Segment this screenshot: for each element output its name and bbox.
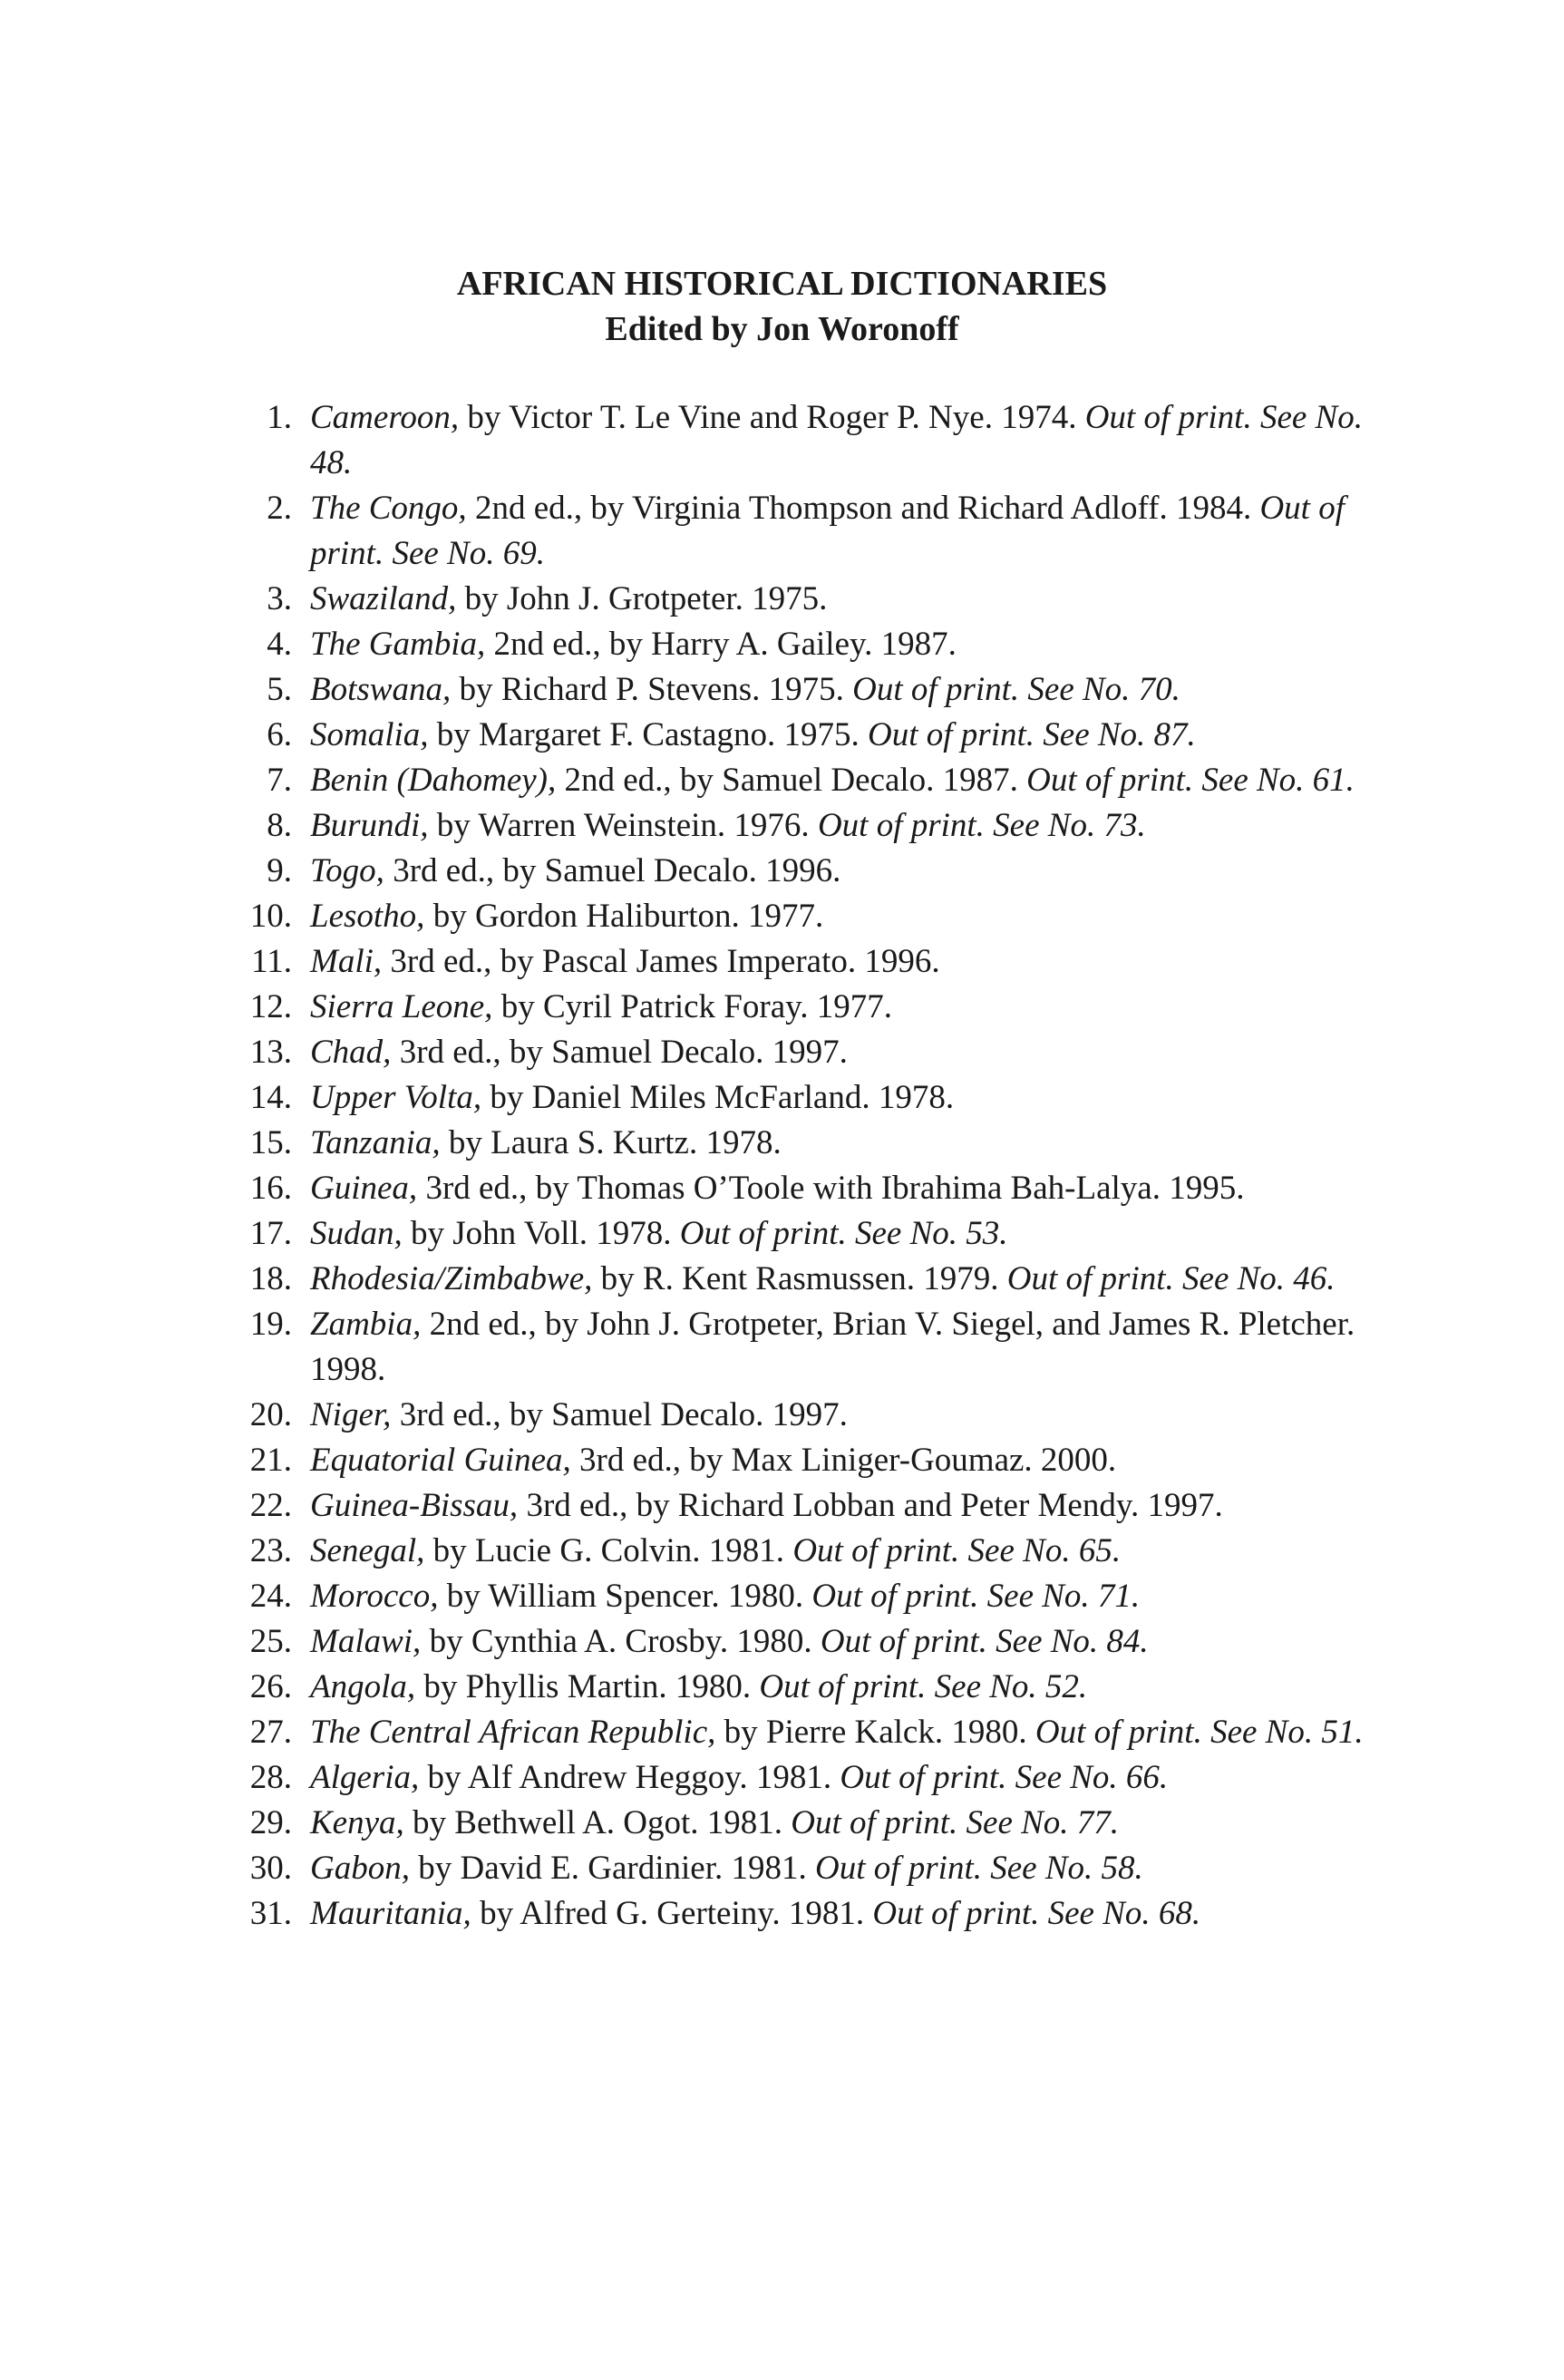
entry-details: 3rd ed., by Max Liniger-Goumaz. 2000. <box>570 1442 1117 1479</box>
entry-text <box>292 486 1396 577</box>
entry-number: 9. <box>267 852 292 889</box>
list-item <box>227 1529 1396 1574</box>
entry-text <box>292 1619 1396 1665</box>
entry-title: Chad, <box>310 1034 392 1071</box>
entry-title: Zambia, <box>310 1306 422 1343</box>
entry-details: 3rd ed., by Samuel Decalo. 1997. <box>391 1034 848 1071</box>
entry-title: Malawi, <box>310 1623 422 1660</box>
entry-number: 1. <box>267 399 292 436</box>
entry-note: Out of print. See No. 48. <box>310 399 1363 481</box>
list-item <box>227 1166 1396 1211</box>
list-item <box>227 1483 1396 1529</box>
entry-details: by John J. Grotpeter. 1975. <box>456 580 828 617</box>
list-item <box>227 577 1396 622</box>
entry-title: Tanzania, <box>310 1124 441 1161</box>
entry-number: 28. <box>249 1759 292 1796</box>
entry-number: 19. <box>249 1306 292 1343</box>
entry-number: 8. <box>267 807 292 844</box>
entry-number: 23. <box>249 1532 292 1569</box>
list-item <box>227 1619 1396 1665</box>
list-item <box>227 1574 1396 1619</box>
entry-text <box>292 1665 1396 1710</box>
entry-number: 4. <box>267 626 292 663</box>
entry-title: Sudan, <box>310 1215 403 1252</box>
entry-text <box>292 1574 1396 1619</box>
series-title: AFRICAN HISTORICAL DICTIONARIES <box>456 265 1108 303</box>
entry-note: Out of print. See No. 87. <box>868 716 1196 753</box>
list-item <box>227 894 1396 939</box>
entry-note: Out of print. See No. 70. <box>852 671 1180 708</box>
entry-number: 15. <box>249 1124 292 1161</box>
entry-details: by Bethwell A. Ogot. 1981. <box>403 1804 792 1841</box>
entry-text <box>292 622 1396 667</box>
entry-note: Out of print. See No. 51. <box>1035 1714 1364 1751</box>
entry-details: by Cynthia A. Crosby. 1980. <box>421 1623 821 1660</box>
list-item <box>227 803 1396 849</box>
entry-title: The Congo, <box>310 490 467 527</box>
entry-details: by Richard P. Stevens. 1975. <box>451 671 853 708</box>
list-item <box>227 1891 1396 1937</box>
list-item <box>227 939 1396 985</box>
entry-number: 3. <box>267 580 292 617</box>
entry-title: Cameroon, <box>310 399 460 436</box>
entry-details: by Victor T. Le Vine and Roger P. Nye. 1974. <box>459 399 1085 436</box>
entry-text <box>292 1529 1396 1574</box>
entry-note: Out of print. See No. 68. <box>872 1895 1201 1932</box>
entry-number: 10. <box>249 898 292 935</box>
entry-details: by Daniel Miles McFarland. 1978. <box>481 1079 955 1116</box>
entry-title: Angola, <box>310 1668 416 1705</box>
list-item <box>227 486 1396 577</box>
list-item <box>227 1121 1396 1166</box>
entry-text <box>292 1801 1396 1846</box>
entry-number: 21. <box>249 1442 292 1479</box>
list-item <box>227 758 1396 803</box>
entry-text <box>292 758 1396 803</box>
entry-text <box>292 1257 1396 1302</box>
entry-text <box>292 1710 1396 1755</box>
entry-note: Out of print. See No. 53. <box>679 1215 1008 1252</box>
dictionary-list <box>227 395 1396 1937</box>
entry-text <box>292 1393 1396 1438</box>
entry-title: Senegal, <box>310 1532 425 1569</box>
list-item <box>227 1755 1396 1801</box>
list-item <box>227 849 1396 894</box>
entry-details: by Phyllis Martin. 1980. <box>415 1668 760 1705</box>
entry-number: 27. <box>249 1714 292 1751</box>
entry-title: Kenya, <box>310 1804 404 1841</box>
list-item <box>227 1801 1396 1846</box>
entry-number: 7. <box>267 762 292 799</box>
entry-details: 2nd ed., by Virginia Thompson and Richard Adloff. 1984. <box>466 490 1260 527</box>
entry-details: by Warren Weinstein. 1976. <box>428 807 818 844</box>
entry-details: by R. Kent Rasmussen. 1979. <box>592 1260 1007 1297</box>
entry-details: by Lucie G. Colvin. 1981. <box>424 1532 793 1569</box>
entry-number: 6. <box>267 716 292 753</box>
entry-details: 3rd ed., by Samuel Decalo. 1997. <box>391 1396 848 1433</box>
entry-title: Sierra Leone, <box>310 988 493 1025</box>
entry-number: 25. <box>249 1623 292 1660</box>
list-item <box>227 667 1396 713</box>
list-item <box>227 1257 1396 1302</box>
list-item <box>227 622 1396 667</box>
entry-number: 30. <box>249 1850 292 1887</box>
entry-number: 16. <box>249 1170 292 1207</box>
entry-title: Burundi, <box>310 807 429 844</box>
entry-title: The Central African Republic, <box>310 1714 716 1751</box>
entry-details: 2nd ed., by John J. Grotpeter, Brian V. Siegel, and James R. Pletcher. 1998. <box>310 1306 1355 1388</box>
entry-text <box>292 1302 1396 1393</box>
entry-title: Rhodesia/Zimbabwe, <box>310 1260 593 1297</box>
entry-number: 14. <box>249 1079 292 1116</box>
list-item <box>227 1665 1396 1710</box>
entry-text <box>292 577 1396 622</box>
entry-number: 24. <box>249 1578 292 1615</box>
entry-note: Out of print. See No. 66. <box>840 1759 1169 1796</box>
entry-title: The Gambia, <box>310 626 486 663</box>
entry-text <box>292 1211 1396 1257</box>
entry-details: 3rd ed., by Samuel Decalo. 1996. <box>384 852 841 889</box>
entry-note: Out of print. See No. 71. <box>811 1578 1141 1615</box>
entry-title: Togo, <box>310 852 384 889</box>
entry-number: 22. <box>249 1487 292 1524</box>
entry-note: Out of print. See No. 61. <box>1026 762 1355 799</box>
entry-number: 31. <box>249 1895 292 1932</box>
list-item <box>227 1030 1396 1075</box>
list-item <box>227 1211 1396 1257</box>
entry-title: Guinea-Bissau, <box>310 1487 519 1524</box>
entry-details: 3rd ed., by Pascal James Imperato. 1996. <box>382 943 940 980</box>
entry-title: Upper Volta, <box>310 1079 482 1116</box>
entry-text <box>292 1891 1396 1937</box>
entry-title: Equatorial Guinea, <box>310 1442 571 1479</box>
entry-number: 5. <box>267 671 292 708</box>
entry-title: Algeria, <box>310 1759 420 1796</box>
entry-number: 11. <box>251 943 292 980</box>
entry-note: Out of print. See No. 73. <box>817 807 1146 844</box>
entry-number: 26. <box>249 1668 292 1705</box>
entry-text <box>292 939 1396 985</box>
entry-text <box>292 1483 1396 1529</box>
entry-details: by Cyril Patrick Foray. 1977. <box>492 988 892 1025</box>
entry-title: Mauritania, <box>310 1895 471 1932</box>
entry-number: 17. <box>249 1215 292 1252</box>
list-item <box>227 1846 1396 1891</box>
entry-details: by William Spencer. 1980. <box>438 1578 812 1615</box>
entry-number: 18. <box>249 1260 292 1297</box>
entry-details: 2nd ed., by Samuel Decalo. 1987. <box>556 762 1027 799</box>
entry-title: Guinea, <box>310 1170 418 1207</box>
entry-details: by Gordon Haliburton. 1977. <box>424 898 824 935</box>
entry-text <box>292 803 1396 849</box>
entry-number: 29. <box>249 1804 292 1841</box>
entry-details: by Pierre Kalck. 1980. <box>715 1714 1035 1751</box>
entry-details: by David E. Gardinier. 1981. <box>409 1850 815 1887</box>
editor-line: Edited by Jon Woronoff <box>605 310 959 348</box>
entry-text <box>292 1030 1396 1075</box>
entry-title: Mali, <box>310 943 383 980</box>
entry-title: Gabon, <box>310 1850 410 1887</box>
entry-text <box>292 1121 1396 1166</box>
entry-note: Out of print. See No. 46. <box>1006 1260 1336 1297</box>
entry-details: by Alfred G. Gerteiny. 1981. <box>471 1895 873 1932</box>
entry-note: Out of print. See No. 65. <box>792 1532 1122 1569</box>
entry-number: 20. <box>249 1396 292 1433</box>
list-item <box>227 1438 1396 1483</box>
list-item <box>227 1710 1396 1755</box>
entry-title: Botswana, <box>310 671 452 708</box>
list-item <box>227 1393 1396 1438</box>
list-item <box>227 713 1396 758</box>
entry-text <box>292 667 1396 713</box>
entry-details: 2nd ed., by Harry A. Gailey. 1987. <box>485 626 957 663</box>
entry-number: 13. <box>249 1034 292 1071</box>
entry-text <box>292 1846 1396 1891</box>
entry-text <box>292 1755 1396 1801</box>
list-item <box>227 395 1396 486</box>
entry-text <box>292 713 1396 758</box>
entry-details: 3rd ed., by Thomas O’Toole with Ibrahima Bah-Lalya. 1995. <box>417 1170 1245 1207</box>
entry-text <box>292 894 1396 939</box>
list-item <box>227 1075 1396 1121</box>
entry-number: 12. <box>249 988 292 1025</box>
entry-details: by Alf Andrew Heggoy. 1981. <box>419 1759 840 1796</box>
entry-text <box>292 849 1396 894</box>
entry-details: by Margaret F. Castagno. 1975. <box>428 716 869 753</box>
entry-note: Out of print. See No. 58. <box>814 1850 1143 1887</box>
page-header <box>0 261 1564 352</box>
entry-title: Niger, <box>310 1396 392 1433</box>
entry-details: by Laura S. Kurtz. 1978. <box>440 1124 782 1161</box>
entry-number: 2. <box>267 490 292 527</box>
entry-text <box>292 1166 1396 1211</box>
entry-note: Out of print. See No. 84. <box>820 1623 1149 1660</box>
entry-note: Out of print. See No. 69. <box>310 490 1345 572</box>
entry-details: 3rd ed., by Richard Lobban and Peter Mendy. 1997. <box>518 1487 1223 1524</box>
entry-title: Somalia, <box>310 716 429 753</box>
list-item <box>227 985 1396 1030</box>
entry-note: Out of print. See No. 52. <box>759 1668 1088 1705</box>
entry-text <box>292 1075 1396 1121</box>
list-item <box>227 1302 1396 1393</box>
entry-text <box>292 1438 1396 1483</box>
entry-title: Lesotho, <box>310 898 425 935</box>
entry-title: Morocco, <box>310 1578 439 1615</box>
entry-title: Swaziland, <box>310 580 457 617</box>
entry-details: by John Voll. 1978. <box>402 1215 680 1252</box>
entry-text <box>292 395 1396 486</box>
entry-text <box>292 985 1396 1030</box>
entry-title: Benin (Dahomey), <box>310 762 557 799</box>
entry-note: Out of print. See No. 77. <box>791 1804 1120 1841</box>
